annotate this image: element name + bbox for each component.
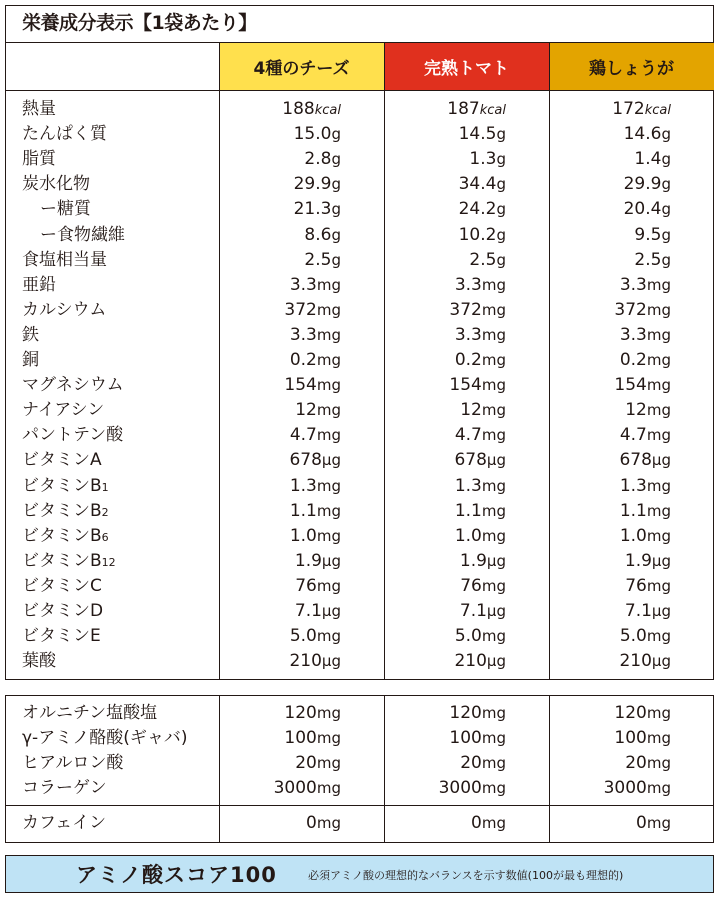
row-label: 鉄 (22, 324, 39, 345)
row-value: 678μg (619, 450, 671, 471)
row-value: 1.1mg (454, 500, 506, 521)
row-value: 3.3mg (289, 274, 341, 295)
row-value: 154mg (284, 375, 341, 396)
row-label: ビタミンB6 (22, 525, 109, 546)
row-value: 14.5g (458, 124, 506, 145)
row-value: 21.3g (293, 199, 341, 220)
column-divider (384, 42, 385, 680)
row-value: 2.8g (304, 149, 341, 170)
row-label: 食塩相当量 (22, 249, 107, 270)
row-value: 100mg (449, 728, 506, 748)
row-value: 7.1μg (294, 601, 341, 621)
row-value: 372mg (449, 299, 506, 320)
row-value: 3.3mg (619, 324, 671, 345)
row-label: ー食物繊維 (40, 224, 125, 245)
row-label: たんぱく質 (22, 124, 107, 145)
row-value: 20mg (625, 753, 671, 773)
column-header-2: 完熟トマト (384, 43, 549, 90)
row-value: 15.0g (293, 124, 341, 145)
row-value: 5.0mg (289, 626, 341, 647)
row-value: 7.1μg (624, 601, 671, 621)
row-label: 葉酸 (22, 651, 56, 672)
row-value: 34.4g (458, 174, 506, 195)
row-value: 5.0mg (619, 626, 671, 647)
row-value: 8.6g (304, 224, 341, 245)
row-value: 187kcal (447, 99, 506, 119)
column-divider (549, 695, 550, 843)
row-value: 188kcal (282, 99, 341, 119)
row-value: 5.0mg (454, 626, 506, 647)
amino-score-note: 必須アミノ酸の理想的なバランスを示す数値(100が最も理想的) (308, 869, 624, 882)
row-value: 3.3mg (289, 324, 341, 345)
row-value: 3000mg (273, 778, 341, 798)
row-label: 脂質 (22, 149, 56, 170)
row-value: 12mg (460, 400, 506, 421)
row-value: 76mg (625, 575, 671, 596)
row-value: 12mg (625, 400, 671, 421)
row-label: γ-アミノ酪酸(ギャバ) (22, 728, 188, 748)
row-value: 210μg (454, 651, 506, 672)
row-value: 1.3mg (454, 475, 506, 496)
header-divider (5, 90, 714, 91)
row-value: 1.9μg (294, 550, 341, 571)
row-label: ヒアルロン酸 (22, 753, 124, 773)
row-value: 0mg (471, 813, 506, 833)
row-value: 10.2g (458, 224, 506, 245)
row-value: 1.1mg (289, 500, 341, 521)
row-label: 銅 (22, 350, 39, 370)
table-title: 栄養成分表示【1袋あたり】 (22, 12, 257, 34)
row-value: 4.7mg (289, 425, 341, 446)
row-value: 372mg (614, 299, 671, 320)
row-value: 120mg (614, 703, 671, 723)
row-value: 3.3mg (454, 324, 506, 345)
row-value: 172kcal (612, 99, 671, 119)
row-value: 120mg (284, 703, 341, 723)
row-value: 24.2g (458, 199, 506, 220)
column-header-3: 鶏しょうが (549, 43, 714, 90)
row-label: カルシウム (22, 299, 107, 320)
row-value: 20.4g (623, 199, 671, 220)
row-label: コラーゲン (22, 778, 107, 798)
row-value: 372mg (284, 299, 341, 320)
row-label: ー糖質 (40, 199, 91, 220)
row-value: 1.3g (469, 149, 506, 170)
column-header-1: 4種のチーズ (219, 43, 384, 90)
column-divider (549, 42, 550, 680)
row-value: 2.5g (634, 249, 671, 270)
row-label: ビタミンA (22, 450, 102, 471)
row-value: 20mg (460, 753, 506, 773)
row-value: 4.7mg (619, 425, 671, 446)
row-value: 3.3mg (619, 274, 671, 295)
row-value: 1.9μg (624, 550, 671, 571)
row-value: 12mg (295, 400, 341, 421)
row-value: 100mg (614, 728, 671, 748)
row-value: 100mg (284, 728, 341, 748)
row-value: 1.4g (634, 149, 671, 170)
row-value: 3000mg (603, 778, 671, 798)
row-value: 0.2mg (289, 350, 341, 370)
row-label: ビタミンC (22, 575, 102, 596)
row-value: 154mg (449, 375, 506, 396)
amino-score-banner (5, 855, 714, 893)
row-value: 1.1mg (619, 500, 671, 521)
amino-score-title: アミノ酸スコア100 (76, 863, 277, 887)
row-value: 2.5g (469, 249, 506, 270)
row-value: 1.3mg (619, 475, 671, 496)
row-value: 3.3mg (454, 274, 506, 295)
row-label: 熱量 (22, 99, 56, 119)
row-value: 1.0mg (454, 525, 506, 546)
column-divider (384, 695, 385, 843)
row-label: ビタミンB2 (22, 500, 109, 521)
row-label: 炭水化物 (22, 174, 90, 195)
row-value: 76mg (460, 575, 506, 596)
row-label: ビタミンD (22, 601, 104, 621)
row-value: 120mg (449, 703, 506, 723)
row-value: 4.7mg (454, 425, 506, 446)
row-value: 678μg (289, 450, 341, 471)
row-value: 210μg (289, 651, 341, 672)
row-value: 29.9g (293, 174, 341, 195)
column-divider (219, 42, 220, 680)
row-label: 亜鉛 (22, 274, 56, 295)
row-label: パントテン酸 (22, 425, 124, 446)
row-value: 29.9g (623, 174, 671, 195)
row-label: マグネシウム (22, 375, 124, 396)
row-value: 9.5g (634, 224, 671, 245)
row-value: 14.6g (623, 124, 671, 145)
row-label: ビタミンE (22, 626, 101, 647)
row-value: 0.2mg (454, 350, 506, 370)
row-value: 0mg (636, 813, 671, 833)
row-value: 210μg (619, 651, 671, 672)
row-value: 76mg (295, 575, 341, 596)
row-value: 154mg (614, 375, 671, 396)
row-value: 1.9μg (459, 550, 506, 571)
row-label: カフェイン (22, 813, 107, 833)
row-value: 1.0mg (289, 525, 341, 546)
row-value: 20mg (295, 753, 341, 773)
row-label: ナイアシン (22, 400, 105, 421)
row-label: ビタミンB1 (22, 475, 109, 496)
nutrition-table (5, 5, 714, 680)
row-label: ビタミンB12 (22, 550, 116, 571)
caffeine-divider (5, 805, 714, 806)
row-value: 678μg (454, 450, 506, 471)
column-divider (219, 695, 220, 843)
row-value: 3000mg (438, 778, 506, 798)
row-value: 0.2mg (619, 350, 671, 370)
row-value: 7.1μg (459, 601, 506, 621)
row-value: 0mg (306, 813, 341, 833)
row-label: オルニチン塩酸塩 (22, 703, 158, 723)
row-value: 1.3mg (289, 475, 341, 496)
row-value: 2.5g (304, 249, 341, 270)
row-value: 1.0mg (619, 525, 671, 546)
